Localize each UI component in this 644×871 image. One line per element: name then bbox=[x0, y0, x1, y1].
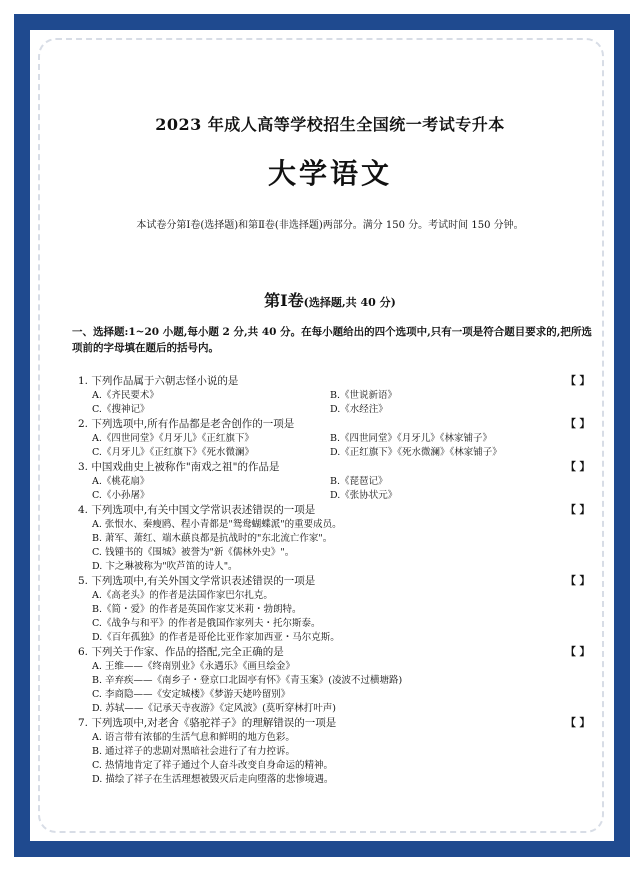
question-stem: 7. 下列选项中,对老舍《骆驼祥子》的理解错误的一项是 bbox=[78, 717, 337, 729]
question-list bbox=[78, 374, 590, 787]
option-c: C.《战争与和平》的作者是俄国作家列夫・托尔斯泰。 bbox=[92, 618, 321, 629]
answer-bracket: 【 】 bbox=[565, 375, 590, 387]
question-1 bbox=[78, 374, 590, 417]
answer-bracket: 【 】 bbox=[565, 418, 590, 430]
question-4 bbox=[78, 503, 590, 574]
option-b: B.《四世同堂》《月牙儿》《林家铺子》 bbox=[330, 433, 493, 444]
answer-bracket: 【 】 bbox=[565, 717, 590, 729]
option-b: B.《琵琶记》 bbox=[330, 476, 388, 487]
question-5 bbox=[78, 574, 590, 645]
option-a: A. 语言带有浓郁的生活气息和鲜明的地方色彩。 bbox=[92, 732, 295, 743]
question-stem: 6. 下列关于作家、作品的搭配,完全正确的是 bbox=[78, 646, 284, 658]
option-d: D.《正红旗下》《死水微澜》《林家铺子》 bbox=[330, 447, 502, 458]
option-d: D.《张协状元》 bbox=[330, 490, 398, 501]
option-c: C. 热情地肯定了祥子通过个人奋斗改变自身命运的精神。 bbox=[92, 760, 333, 771]
option-c: C.《搜神记》 bbox=[92, 404, 150, 415]
question-3 bbox=[78, 460, 590, 503]
option-d: D.《百年孤独》的作者是哥伦比亚作家加西亚・马尔克斯。 bbox=[92, 632, 340, 643]
option-a: A.《高老头》的作者是法国作家巴尔扎克。 bbox=[92, 590, 273, 601]
section-instructions: 一、选择题:1~20 小题,每小题 2 分,共 40 分。在每小题给出的四个选项中,只有一项是符合题目要求的,把所选项前的字母填在题后的括号内。 bbox=[72, 326, 592, 354]
option-c: C.《月牙儿》《正红旗下》《死水微澜》 bbox=[92, 447, 254, 458]
option-a: A. 王维——《终南别业》《永遇乐》《画旦绘金》 bbox=[92, 661, 295, 672]
answer-bracket: 【 】 bbox=[565, 575, 590, 587]
option-b: B. 通过祥子的悲剧对黑暗社会进行了有力控诉。 bbox=[92, 746, 296, 757]
question-stem: 4. 下列选项中,有关中国文学常识表述错误的一项是 bbox=[78, 504, 316, 516]
option-b: B.《世说新语》 bbox=[330, 390, 398, 401]
question-stem: 1. 下列作品属于六朝志怪小说的是 bbox=[78, 375, 239, 387]
option-d: D. 卞之琳被称为"吹芦笛的诗人"。 bbox=[92, 561, 238, 572]
option-b: B. 萧军、萧红、端木蕻良都是抗战时的"东北流亡作家"。 bbox=[92, 533, 333, 544]
question-7 bbox=[78, 716, 590, 787]
option-d: D. 苏轼——《记承天寺夜游》《定风波》(莫听穿林打叶声) bbox=[92, 703, 336, 714]
option-c: C.《小孙屠》 bbox=[92, 490, 150, 501]
question-6 bbox=[78, 645, 590, 716]
option-c: C. 李商隐——《安定城楼》《梦游天姥吟留别》 bbox=[92, 689, 291, 700]
exam-title: 2023 年成人高等学校招生全国统一考试专升本 bbox=[155, 115, 505, 134]
exam-intro: 本试卷分第Ⅰ卷(选择题)和第Ⅱ卷(非选择题)两部分。满分 150 分。考试时间 150 分钟。 bbox=[136, 220, 524, 231]
option-a: A. 张恨水、秦瘦鸥、程小青都是"鸳鸯蝴蝶派"的重要成员。 bbox=[92, 519, 342, 530]
option-b: B. 辛弃疾——《南乡子・登京口北固亭有怀》《青玉案》(凌波不过横塘路) bbox=[92, 675, 403, 686]
subject-title: 大学语文 bbox=[267, 157, 392, 190]
answer-bracket: 【 】 bbox=[565, 461, 590, 473]
question-stem: 5. 下列选项中,有关外国文学常识表述错误的一项是 bbox=[78, 575, 316, 587]
question-stem: 2. 下列选项中,所有作品都是老舍创作的一项是 bbox=[78, 418, 295, 430]
option-b: B.《简・爱》的作者是英国作家艾米莉・勃朗特。 bbox=[92, 604, 302, 615]
question-2 bbox=[78, 417, 590, 460]
option-d: D.《水经注》 bbox=[330, 404, 388, 415]
question-stem: 3. 中国戏曲史上被称作"南戏之祖"的作品是 bbox=[78, 461, 280, 473]
option-c: C. 钱锺书的《围城》被誉为"新《儒林外史》"。 bbox=[92, 547, 295, 558]
section-main-title: 第Ⅰ卷 bbox=[264, 291, 304, 310]
option-a: A.《齐民要术》 bbox=[92, 390, 159, 401]
answer-bracket: 【 】 bbox=[565, 646, 590, 658]
section-title bbox=[80, 288, 580, 311]
section-subtitle: (选择题,共 40 分) bbox=[303, 296, 396, 309]
option-a: A.《桃花扇》 bbox=[92, 476, 150, 487]
option-d: D. 描绘了祥子在生活理想被毁灭后走向堕落的悲惨境遇。 bbox=[92, 774, 334, 785]
answer-bracket: 【 】 bbox=[565, 504, 590, 516]
option-a: A.《四世同堂》《月牙儿》《正红旗下》 bbox=[92, 433, 254, 444]
